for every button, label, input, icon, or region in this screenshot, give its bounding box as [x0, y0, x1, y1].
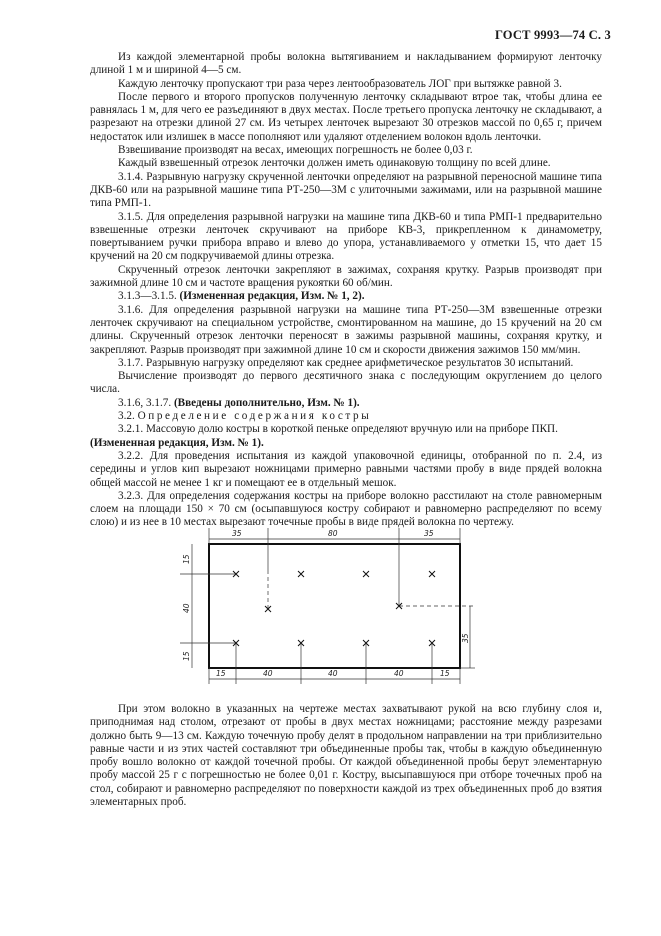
page-header: ГОСТ 9993—74 С. 3 — [494, 28, 611, 42]
paragraph: 3.1.5. Для определения разрывной нагрузки на машине типа ДКВ-60 и типа РМП-1 предварительно взвешенные отрезки ленточек скручивают на приборе КВ-3, прикрепленном к динамометру, повертыванием ручки прибора вправо и влево до упора, устанавливаемого у отметки 15, что дает 15 кручений на 20 см подкручиваемой длины отрезка. — [90, 210, 602, 263]
dimension-label: 40 — [394, 669, 404, 678]
sampling-drawing — [170, 524, 500, 690]
body-text-bottom — [90, 703, 602, 809]
paragraph: После первого и второго пропусков полученную ленточку складывают втрое так, чтобы длина ее равнялась 1 м, для чего ее разъединяют в двух местах. После третьего пропуска ленточку не складывают, а разрезают на отрезки длиной 27 см. Из четырех ленточек вырезают 30 отрезков массой по 0,65 г, причем недостаток или излишек в массе пополняют или удаляют отделением волокон вдоль ленточки. — [90, 90, 602, 143]
paragraph — [90, 397, 602, 410]
dimension-label: 35 — [424, 529, 434, 538]
paragraph: 3.1.6. Для определения разрывной нагрузки на машине типа РТ-250—3М взвешенные отрезки ленточек скручивают на специальном устройстве, смонтированном на машине, до 15 кручений на 20 см длины. Скрученный отрезок ленточки переносят в зажимы разрывной машины, сохраняя крутку, и закрепляют. Разрыв производят при зажимной длине 10 см и скорости движения зажимов 150 мм/мин. — [90, 303, 602, 356]
dimension-label: 80 — [328, 529, 338, 538]
dimension-label: 15 — [182, 554, 191, 564]
paragraph: Каждый взвешенный отрезок ленточки должен иметь одинаковую толщину по всей длине. — [118, 157, 551, 170]
amendment-note: (Измененная редакция, Изм. № 1, 2). — [179, 290, 365, 303]
dimension-label: 15 — [440, 669, 450, 678]
paragraph: Из каждой элементарной пробы волокна вытягиванием и накладыванием формируют ленточку длиной 1 м и шириной 4—5 см. — [90, 51, 602, 77]
clause-number: 3.1.3—3.1.5. — [118, 290, 177, 303]
paragraph: 3.1.7. Разрывную нагрузку определяют как среднее арифметическое результатов 30 испытаний. — [118, 356, 574, 369]
paragraph — [90, 423, 602, 450]
dimension-label: 40 — [263, 669, 273, 678]
clause-number: 3.1.6, 3.1.7. — [118, 396, 172, 409]
paragraph — [90, 290, 602, 303]
paragraph-text: 3.2.1. Массовую долю костры в короткой пеньке определяют вручную или на приборе ПКП. — [118, 423, 558, 436]
dimension-label: 40 — [182, 603, 191, 613]
paragraph: Скрученный отрезок ленточки закрепляют в зажимах, сохраняя крутку. Разрыв производят при зажимной длине 10 см и частоте вращения рукоятки 60 об/мин. — [90, 263, 602, 290]
paragraph: Вычисление производят до первого десятичного знака с последующим округлением до целого числа. — [90, 370, 602, 396]
section-heading — [90, 410, 602, 423]
dimension-label: 15 — [216, 669, 226, 678]
dimension-label: 35 — [461, 633, 470, 643]
section-number: 3.2. — [118, 410, 135, 423]
paragraph: Взвешивание производят на весах, имеющих погрешность не более 0,03 г. — [118, 144, 473, 157]
paragraph: 3.2.3. Для определения содержания костры на приборе волокно расстилают на столе равномерным слоем на площади 150 × 70 см (осыпавшуюся костру собирают и равномерно распределяют по всему слою) и из нее в 10 местах вырезают точечные пробы в виде прядей волокна по чертежу. — [90, 489, 602, 529]
body-text-top — [90, 51, 602, 530]
dimension-label: 15 — [182, 651, 191, 661]
paragraph: Каждую ленточку пропускают три раза через лентообразователь ЛОГ при вытяжке равной 3. — [118, 77, 562, 90]
amendment-note: (Измененная редакция, Изм. № 1). — [90, 436, 264, 449]
paragraph: При этом волокно в указанных на чертеже местах захватывают рукой на всю глубину слоя и, приподнимая над столом, отрезают от пробы в двух местах ножницами; расстояние между разрезами должно быть 9—13 см. Каждую точечную пробу делят в продольном направлении на три приблизительно равные части и из этих частей составляют три объединенные пробы так, чтобы в каждую объединенную пробу вошло волокно от каждой точечной пробы. От каждой объединенной пробы берут элементарную пробу массой 25 г с погрешностью не более 0,01 г. Костру, высыпавшуюся при отборе точечных проб на стол, собирают и равномерно распределяют по поверхности каждой из трех объединенных проб до взятия элементарных проб. — [90, 703, 602, 809]
dimension-label: 35 — [232, 529, 242, 538]
paragraph: 3.2.2. Для проведения испытания из каждой упаковочной единицы, отобранной по п. 2.4, из середины и углов кип вырезают ножницами примерно равными частями пробу в виде прядей волокна общей массой не менее 1 кг и помещают ее в отдельный мешок. — [90, 449, 602, 489]
paragraph: 3.1.4. Разрывную нагрузку скрученной ленточки определяют на разрывной переносной машине типа ДКВ-60 или на разрывной машине типа РТ-250—3М с улиточными зажимами, или на разрывной машине типа РМП-1. — [90, 170, 602, 210]
section-title: Определение содержания костры — [137, 410, 372, 423]
amendment-note: (Введены дополнительно, Изм. № 1). — [173, 396, 360, 409]
sample-points — [233, 571, 435, 646]
dimension-label: 40 — [328, 669, 338, 678]
